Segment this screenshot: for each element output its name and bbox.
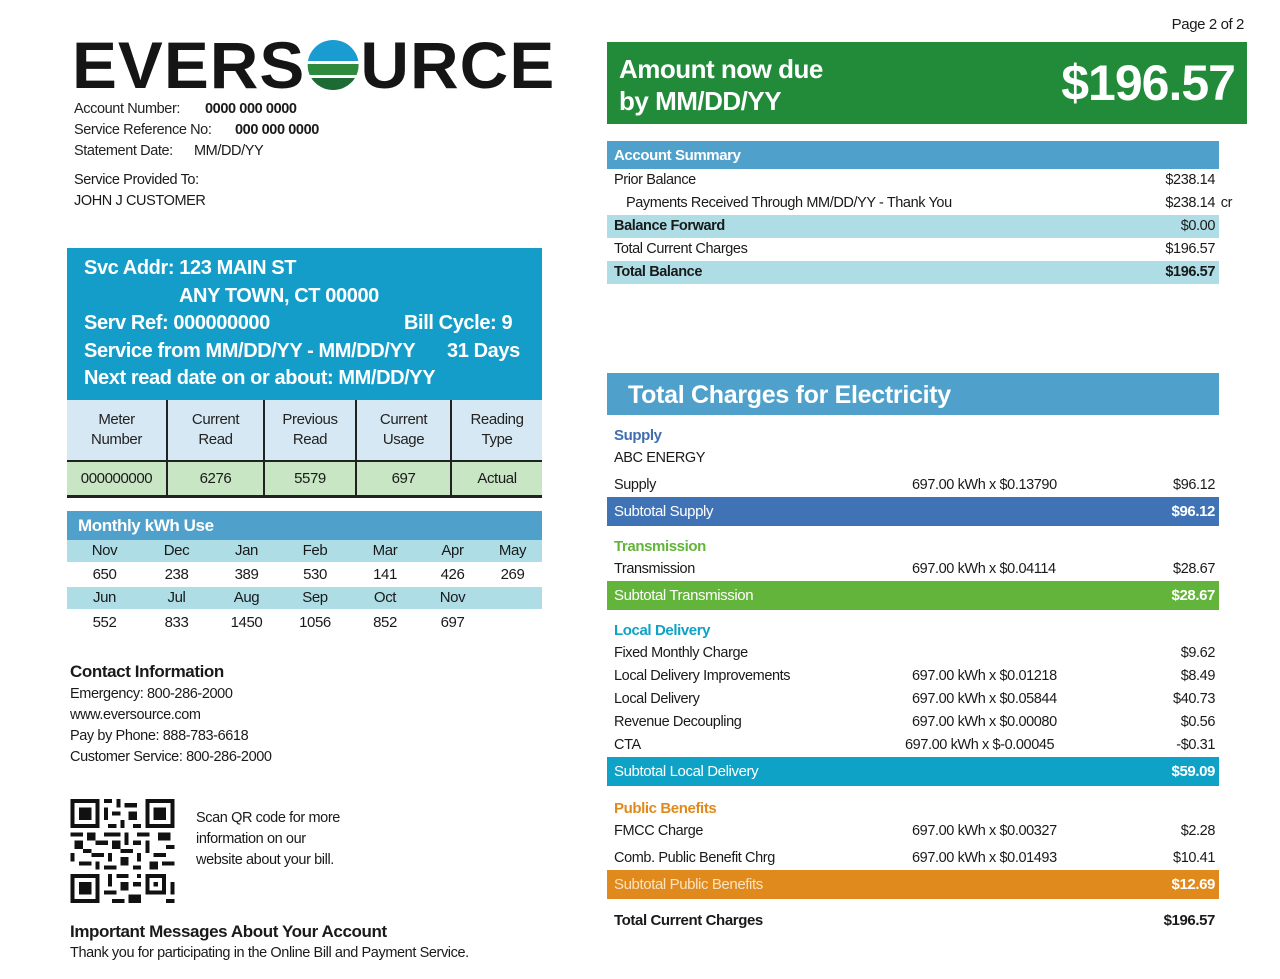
meter-header-current-read: Current Read [167,400,264,461]
account-summary-title: Account Summary [607,141,1219,169]
summary-row-payments [607,192,1232,215]
summary-value: $0.00 [1180,218,1215,234]
kwh-values-row-2 [67,609,542,637]
contact-title: Contact Information [70,662,224,681]
service-ref-number: 000 000 0000 [235,122,319,138]
charge-calc: 697.00 kWh x $0.00080 [912,714,1057,730]
summary-label: Total Current Charges [614,241,748,257]
charge-row [607,688,1219,711]
month-label: Mar [372,542,398,559]
charge-row [607,820,1219,843]
charge-label: Revenue Decoupling [614,714,742,730]
account-summary [607,141,1232,284]
total-current-charges-row [607,909,1219,933]
meter-table-header [67,400,542,461]
meter-number: 000000000 [67,461,167,496]
charge-label: Comb. Public Benefit Chrg [614,850,775,866]
charge-row [607,847,1219,870]
summary-label: Prior Balance [614,172,696,188]
summary-label: Payments Received Through MM/DD/YY - Thank You [626,195,952,211]
subtotal-amount: $59.09 [1171,763,1215,780]
subtotal-label: Subtotal Transmission [614,587,754,604]
transmission-heading: Transmission [614,538,706,555]
public-benefits-heading: Public Benefits [614,800,717,817]
month-label [483,587,542,609]
logo-text-left: EVERS [72,28,306,102]
charge-label: Fixed Monthly Charge [614,645,748,661]
credit-suffix: cr [1220,195,1232,211]
monthly-kwh-title: Monthly kWh Use [67,511,542,540]
amount-due-value: $196.57 [1061,55,1235,111]
charge-calc: 697.00 kWh x $0.00327 [912,823,1057,839]
charge-calc: 697.00 kWh x $-0.00045 [905,737,1055,753]
service-provided-to [74,170,206,212]
charge-label: Supply [614,477,656,493]
logo-text-right: URCE [360,28,556,102]
charge-amount: $8.49 [1180,668,1215,684]
service-address-box [67,248,542,400]
local-delivery-heading: Local Delivery [614,622,711,639]
subtotal-local-delivery-bar [607,757,1219,786]
service-ref-label: Service Reference No: [74,122,212,138]
logo-globe-icon [307,40,358,90]
summary-label: Total Balance [614,264,703,280]
kwh-value: 552 [92,614,117,631]
charge-label: Local Delivery Improvements [614,668,791,684]
amount-due-banner [607,42,1247,124]
subtotal-supply-bar [607,497,1219,526]
total-label: Total Current Charges [614,912,763,929]
charge-calc [912,642,1112,665]
month-label: Feb [302,542,328,559]
kwh-value [483,609,542,637]
current-usage: 697 [356,461,451,496]
charge-row [607,642,1219,665]
amount-due-date: by MM/DD/YY [619,86,782,116]
service-address-line2: ANY TOWN, CT 00000 [179,284,379,307]
kwh-value: 650 [92,566,117,583]
kwh-value: 697 [440,614,465,631]
kwh-value: 269 [500,566,525,583]
month-label: May [498,542,527,559]
statement-date-label: Statement Date: [74,143,173,159]
previous-read: 5579 [264,461,356,496]
meter-header-meter-number: Meter Number [67,400,167,461]
subtotal-transmission-bar [607,581,1219,610]
kwh-months-row-2 [67,587,542,609]
charge-row [607,474,1219,497]
kwh-value: 530 [303,566,327,583]
subtotal-public-benefits-bar [607,870,1219,899]
summary-row-total-balance [607,261,1219,284]
month-label: Dec [163,542,190,559]
month-label: Nov [91,542,118,559]
charge-amount: $28.67 [1173,561,1215,577]
important-messages [70,921,469,964]
customer-name: JOHN J CUSTOMER [74,193,206,209]
summary-value: $196.57 [1165,241,1215,257]
kwh-value: 1450 [230,614,263,631]
meter-table-row [67,461,542,496]
charge-label: Local Delivery [614,691,700,707]
charge-amount: $40.73 [1173,691,1215,707]
charge-amount: $0.56 [1180,714,1215,730]
charge-amount: $96.12 [1173,477,1215,493]
subtotal-amount: $12.69 [1171,876,1215,893]
emergency-phone: Emergency: 800-286-2000 [70,686,233,702]
charge-calc: 697.00 kWh x $0.13790 [912,477,1057,493]
month-label: Aug [233,589,260,606]
electricity-charges [607,373,1219,933]
service-to-label: Service Provided To: [74,172,199,188]
kwh-value: 852 [373,614,397,631]
kwh-value: 426 [440,566,465,583]
current-read: 6276 [167,461,264,496]
summary-value: $238.14 [1165,195,1215,211]
kwh-value: 389 [234,566,259,583]
kwh-values-row-1 [67,562,542,587]
supply-heading: Supply [614,427,662,444]
charge-row [607,711,1219,734]
qr-caption-line: information on our [196,831,306,847]
service-address-line1: Svc Addr: 123 MAIN ST [84,257,297,279]
month-label: Oct [373,589,397,606]
account-info [74,99,319,162]
bill-cycle: Bill Cycle: 9 [404,312,513,334]
service-days: 31 Days [447,339,520,362]
summary-value: $238.14 [1165,172,1215,188]
charge-amount: $2.28 [1180,823,1215,839]
page-indicator: Page 2 of 2 [1171,16,1244,33]
kwh-value: 1056 [299,614,331,631]
pay-by-phone: Pay by Phone: 888-783-6618 [70,728,249,744]
meter-header-reading-type: Reading Type [451,400,542,461]
summary-row-total-current-charges [607,238,1219,261]
total-amount: $196.57 [1163,912,1215,929]
account-number-label: Account Number: [74,101,181,117]
charge-row [607,558,1219,581]
subtotal-label: Subtotal Local Delivery [614,763,759,780]
charge-row [607,734,1219,757]
summary-value: $196.57 [1165,264,1215,280]
charge-amount: $9.62 [1180,645,1215,661]
month-label: Apr [441,542,464,559]
website-link[interactable]: www.eversource.com [70,707,201,723]
eversource-logo [72,28,556,102]
serv-ref: Serv Ref: 000000000 [84,312,270,334]
statement-date: MM/DD/YY [194,143,264,159]
qr-caption-line: website about your bill. [196,852,334,868]
charge-label: Transmission [614,561,695,577]
account-number: 0000 000 0000 [205,101,297,117]
contact-information [70,661,272,768]
charge-row [607,665,1219,688]
amount-due-label-line1: Amount now due [619,54,823,84]
charges-title: Total Charges for Electricity [607,373,1219,415]
kwh-months-row-1 [67,540,542,562]
service-period: Service from MM/DD/YY - MM/DD/YY [84,339,416,362]
qr-caption-line: Scan QR code for more [196,810,340,826]
subtotal-amount: $28.67 [1171,587,1215,604]
charge-calc: 697.00 kWh x $0.01493 [912,850,1057,866]
qr-code-caption [196,808,340,871]
charge-calc: 697.00 kWh x $0.05844 [912,691,1057,707]
month-label: Jun [93,589,116,606]
subtotal-label: Subtotal Public Benefits [614,876,763,893]
meter-header-current-usage: Current Usage [356,400,451,461]
customer-service-phone: Customer Service: 800-286-2000 [70,749,272,765]
messages-title: Important Messages About Your Account [70,922,387,941]
kwh-value: 141 [373,566,397,583]
charge-amount: -$0.31 [1176,737,1215,753]
qr-code-icon[interactable] [69,799,176,903]
next-read-date: Next read date on or about: MM/DD/YY [84,367,436,389]
kwh-value: 833 [164,614,189,631]
month-label: Jul [167,589,186,606]
month-label: Sep [302,589,328,606]
monthly-kwh-use [67,511,542,637]
charge-label: FMCC Charge [614,823,704,839]
charge-amount: $10.41 [1173,850,1215,866]
meter-header-previous-read: Previous Read [264,400,356,461]
messages-body: Thank you for participating in the Online Bill and Payment Service. [70,945,469,961]
summary-row-prior-balance [607,169,1219,192]
month-label: Nov [439,589,466,606]
month-label: Jan [235,542,258,559]
amount-due-label [619,53,823,117]
subtotal-amount: $96.12 [1171,503,1215,520]
summary-label: Balance Forward [614,218,725,234]
kwh-value: 238 [164,566,189,583]
charge-label: CTA [614,737,641,753]
summary-row-balance-forward [607,215,1219,238]
subtotal-label: Subtotal Supply [614,503,714,520]
charge-calc: 697.00 kWh x $0.04114 [912,561,1056,577]
supplier-name: ABC ENERGY [614,450,706,466]
supplier-name-row [607,447,1219,470]
reading-type: Actual [451,461,542,496]
meter-reading-table [67,400,542,498]
charge-calc: 697.00 kWh x $0.01218 [912,668,1057,684]
